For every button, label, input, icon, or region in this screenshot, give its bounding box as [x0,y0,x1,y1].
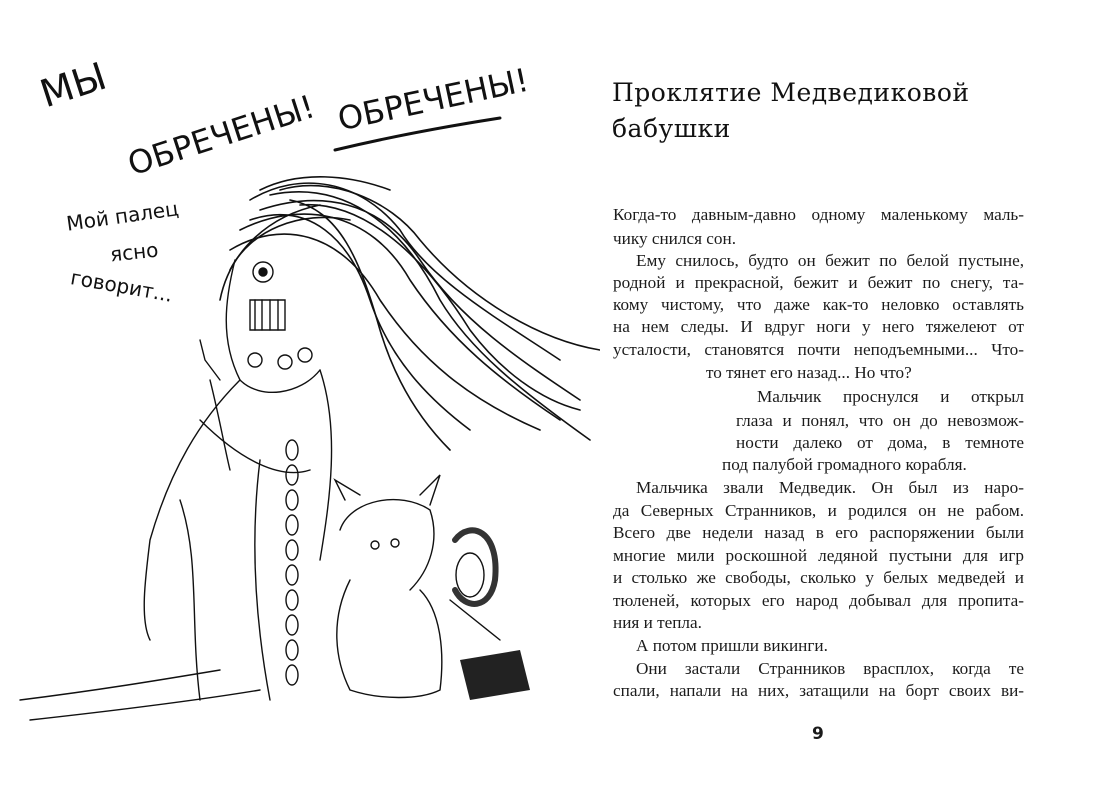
speech-text-line1: Мой палец [64,196,181,236]
body-line: под палубой громадного корабля. [722,455,967,474]
chapter-title-line2: бабушки [612,114,731,143]
body-line: Всего две недели назад в его распоряжении были [613,523,1024,542]
page-number: 9 [812,724,824,744]
speech-text-line2: ясно [108,237,160,267]
body-line: то тянет его назад... Но что? [706,363,912,382]
speech-text-line3: говорит... [68,265,175,307]
body-line: на нем следы. И вдруг ноги у него тяжелеют от [613,317,1024,336]
body-line: Мальчика звали Медведик. Он был из наро- [636,478,1024,497]
body-line: глаза и понял, что он до невозмож- [736,411,1024,430]
body-line: усталости, становятся почти неподъемными... Что- [613,340,1024,359]
shout-text-my: МЫ [34,53,112,117]
shout-text-obrecheny-2: ОБРЕЧЕНЫ! [334,60,532,139]
body-line: ния и тепла. [613,613,702,632]
chapter-title-line1: Проклятие Медведиковой [612,78,970,107]
body-line: чику снился сон. [613,229,736,248]
body-line: А потом пришли викинги. [636,636,828,655]
body-line: спали, напали на них, затащили на борт своих ви- [613,681,1024,700]
body-line: кому чистому, что даже как-то неловко оставлять [613,295,1024,314]
body-line: Мальчик проснулся и открыл [757,387,1024,406]
body-line: Они застали Странников врасплох, когда те [636,659,1024,678]
figures [20,260,500,720]
body-line: родной и прекрасной, бежит и бежит по снегу, та- [613,273,1024,292]
body-line: да Северных Странников, и родился он не рабом. [613,501,1024,520]
body-line: Ему снилось, будто он бежит по белой пустыне, [636,251,1024,270]
body-line: Когда-то давным-давно одному маленькому маль- [613,205,1024,224]
hair-scribble [220,177,600,450]
body-line: ности далеко от дома, в темноте [736,433,1024,452]
shout-text-obrecheny-1: ОБРЕЧЕНЫ! [123,87,320,184]
body-line: тюленей, которых его народ добывал для пропита- [613,591,1024,610]
body-line: многие мили роскошной ледяной пустыни для игр [613,546,1024,565]
body-line: и столько же свободы, сколько у белых медведей и [613,568,1024,587]
